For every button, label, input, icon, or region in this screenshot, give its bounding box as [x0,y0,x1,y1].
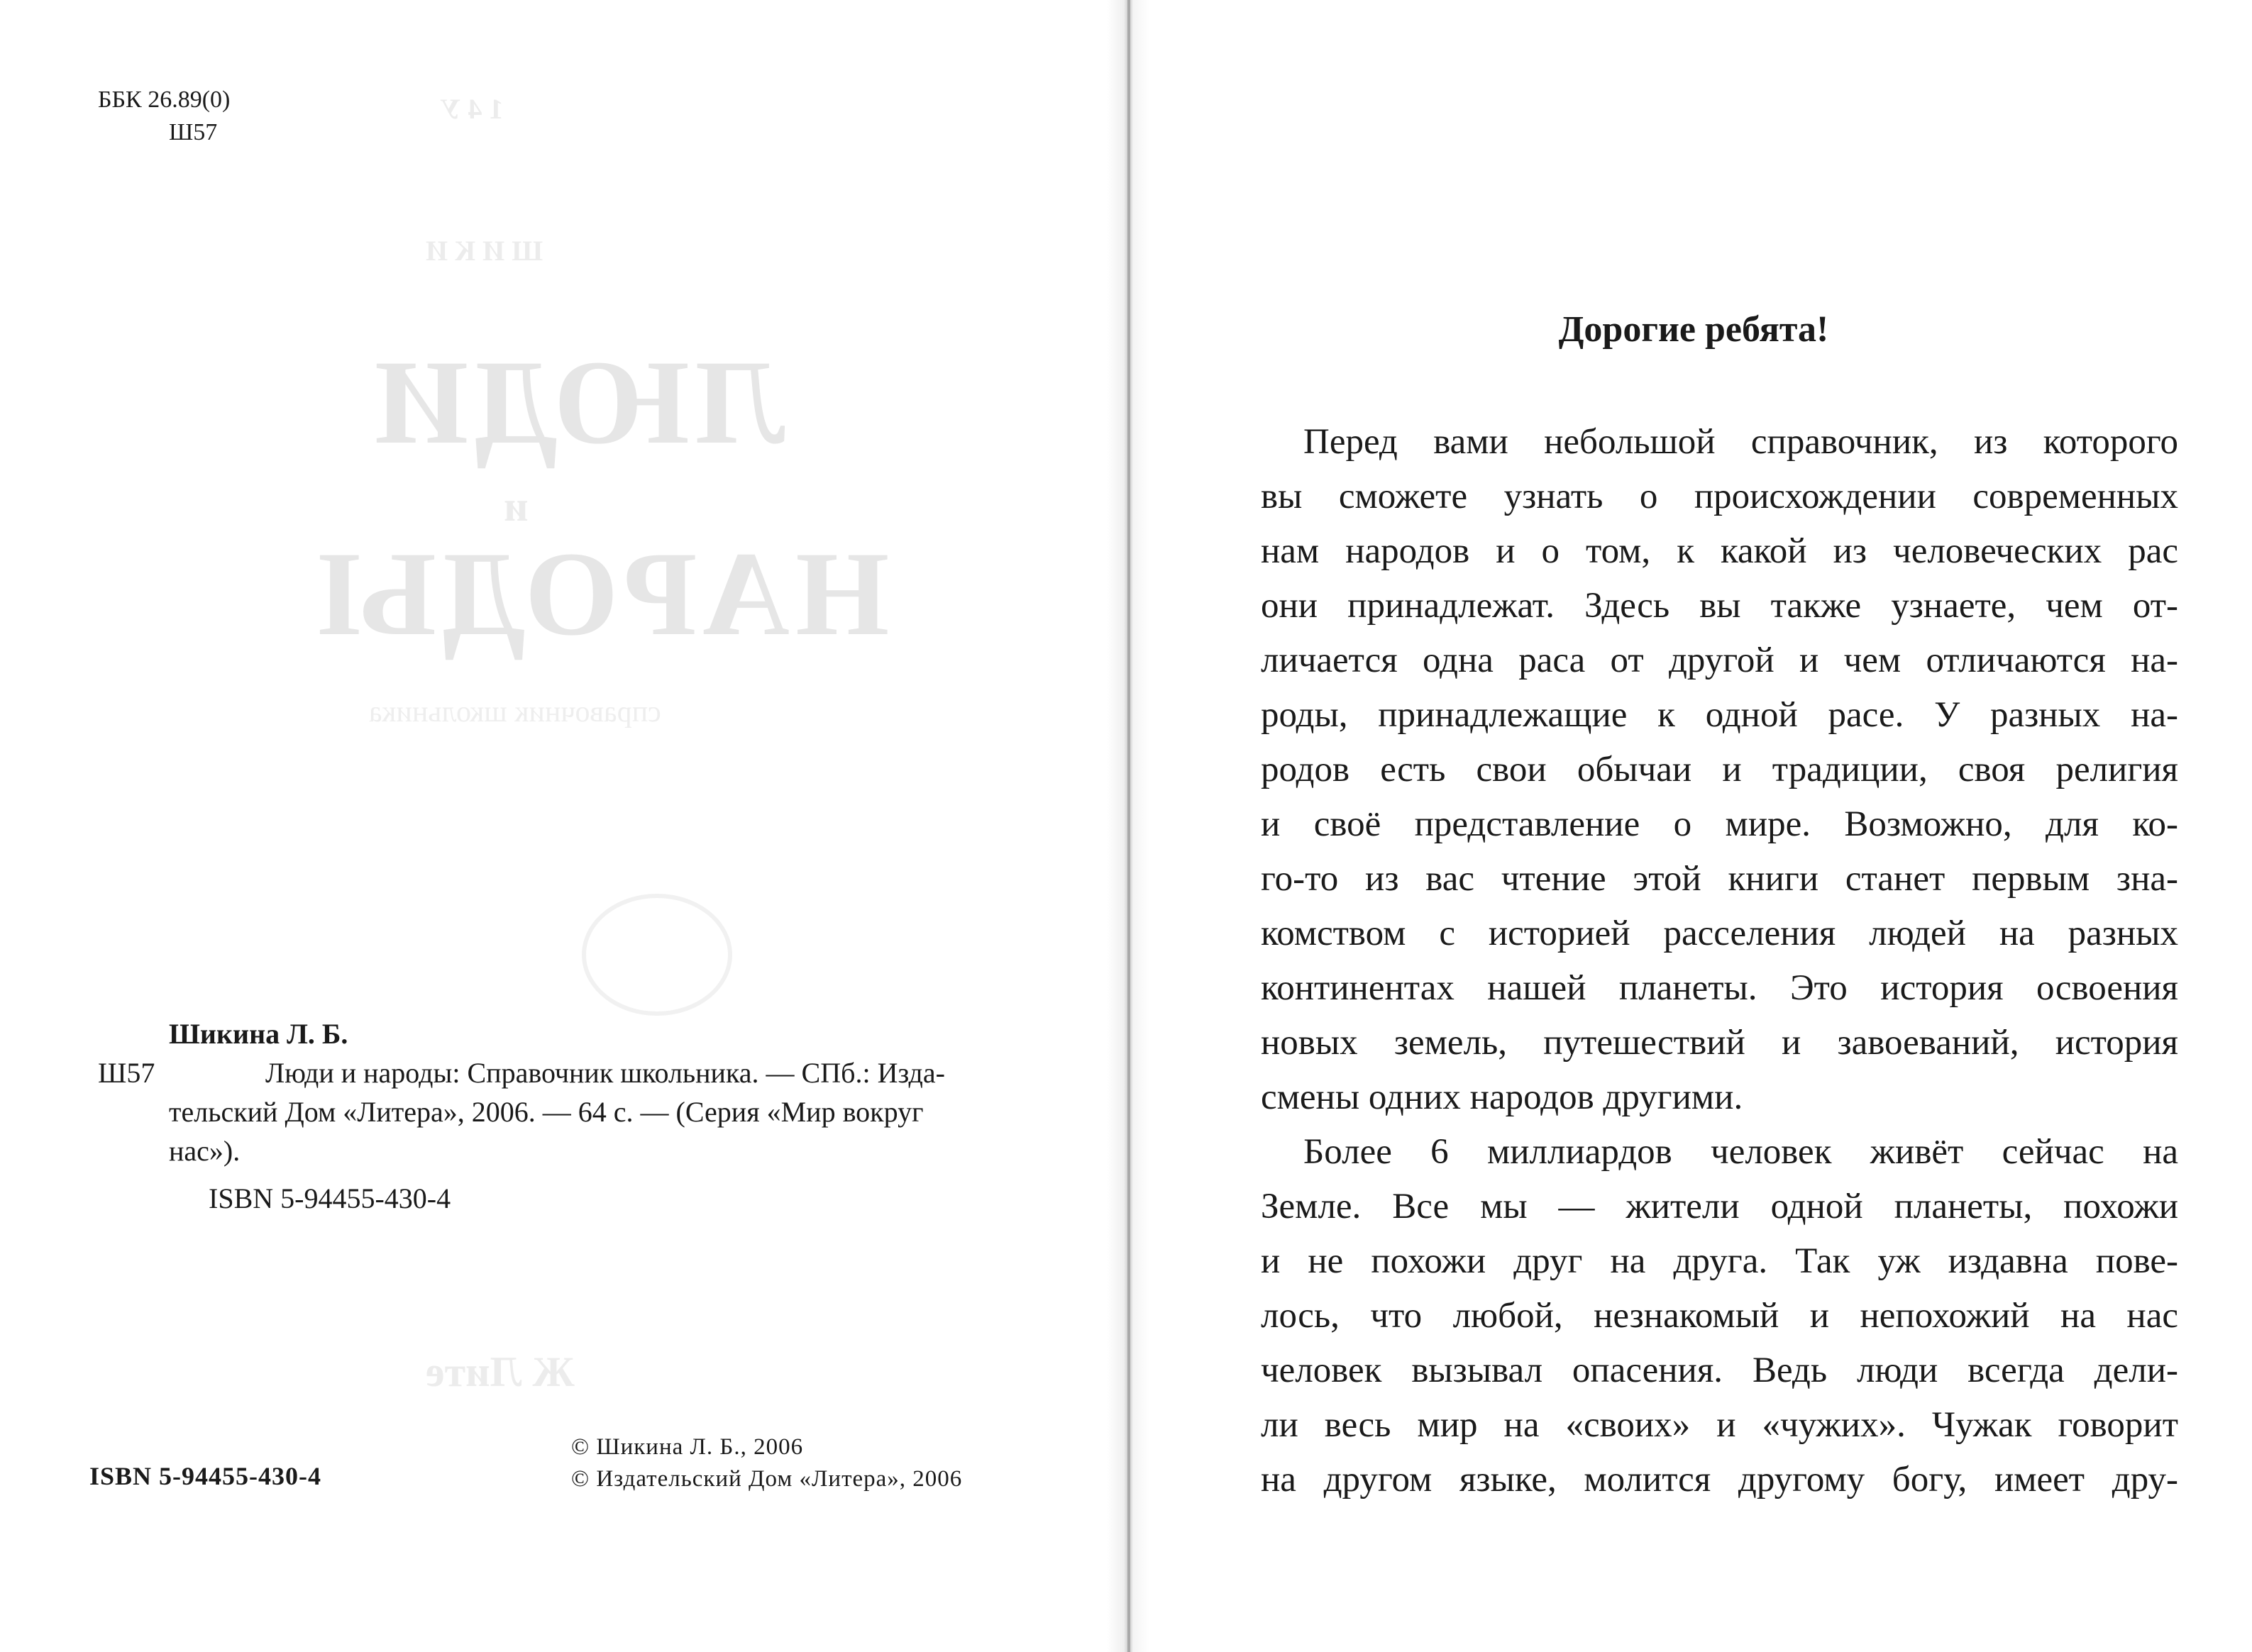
text-line: вы сможете узнать о происхождении современных [1261,477,2178,516]
body-text [1261,415,2178,1507]
bibliography-code: Ш57 [98,1057,155,1089]
copyright-author: © Шикина Л. Б., 2006 [571,1434,804,1460]
text-line: на другом языке, молится другому богу, имеет дру- [1261,1460,2178,1499]
text-line: и своё представление о мире. Возможно, для ко- [1261,804,2178,844]
author-sign: Ш57 [169,119,218,145]
text-line: человек вызывал опасения. Ведь люди всегда дели- [1261,1351,2178,1390]
text-line: и не похожи друг на друга. Так уж издавна пове- [1261,1241,2178,1281]
text-line: Перед вами небольшой справочник, из которого [1303,422,2178,462]
book-gutter-line [1127,0,1130,1652]
bibliography-line: тельский Дом «Литера», 2006. — 64 с. — (Серия «Мир вокруг [169,1096,924,1128]
copyright-publisher: © Издательский Дом «Литера», 2006 [571,1466,963,1492]
text-line: Земле. Все мы — жители одной планеты, похожи [1261,1187,2178,1226]
bibliography-author: Шикина Л. Б. [169,1018,348,1050]
bleed-through-title-1: ЛЮДИ [369,336,785,469]
text-line: родов есть свои обычаи и традиции, своя религия [1261,750,2178,789]
bibliography-line: Люди и народы: Справочник школьника. — СПб.: Изда- [265,1057,945,1089]
left-page [0,0,1125,1652]
text-line: го-то из вас чтение этой книги станет первым зна- [1261,859,2178,899]
text-line: они принадлежат. Здесь вы также узнаете, чем от- [1261,586,2178,626]
bleed-through-subtitle: справочник школьника [369,696,661,728]
bleed-through-publisher: Ж Лите [426,1348,575,1395]
text-line: лось, что любой, незнакомый и непохожий на нас [1261,1296,2178,1336]
bbk-code: ББК 26.89(0) [98,87,231,113]
text-line: комством с историей расселения людей на разных [1261,914,2178,953]
bleed-through-author: Ш И К И [426,235,543,267]
text-line: роды, принадлежащие к одной расе. У разных на- [1261,695,2178,735]
bleed-through-conjunction: и [504,483,529,530]
bleed-through-text: 1 4 У [440,93,504,125]
text-line: новых земель, путешествий и завоеваний, история [1261,1023,2178,1063]
text-line: Более 6 миллиардов человек живёт сейчас на [1303,1132,2178,1172]
text-line: ли весь мир на «своих» и «чужих». Чужак говорит [1261,1405,2178,1445]
classification-codes [98,84,230,149]
bibliography-isbn: ISBN 5-94455-430-4 [209,1182,451,1214]
bibliography-line: нас»). [169,1135,241,1167]
bleed-through-emblem-icon [582,894,732,1016]
text-line: континентах нашей планеты. Это история освоения [1261,968,2178,1008]
text-line: личается одна раса от другой и чем отличаются на- [1261,641,2178,680]
text-line: нам народов и о том, к какой из человеческих рас [1261,531,2178,571]
right-page [1135,0,2252,1652]
bleed-through-title-2: НАРОДЫ [312,527,890,660]
footer-isbn: ISBN 5-94455-430-4 [89,1462,322,1490]
text-line: смены одних народов другими. [1261,1077,1743,1117]
page-heading: Дорогие ребята! [1558,309,1829,350]
copyright-block [571,1431,962,1495]
